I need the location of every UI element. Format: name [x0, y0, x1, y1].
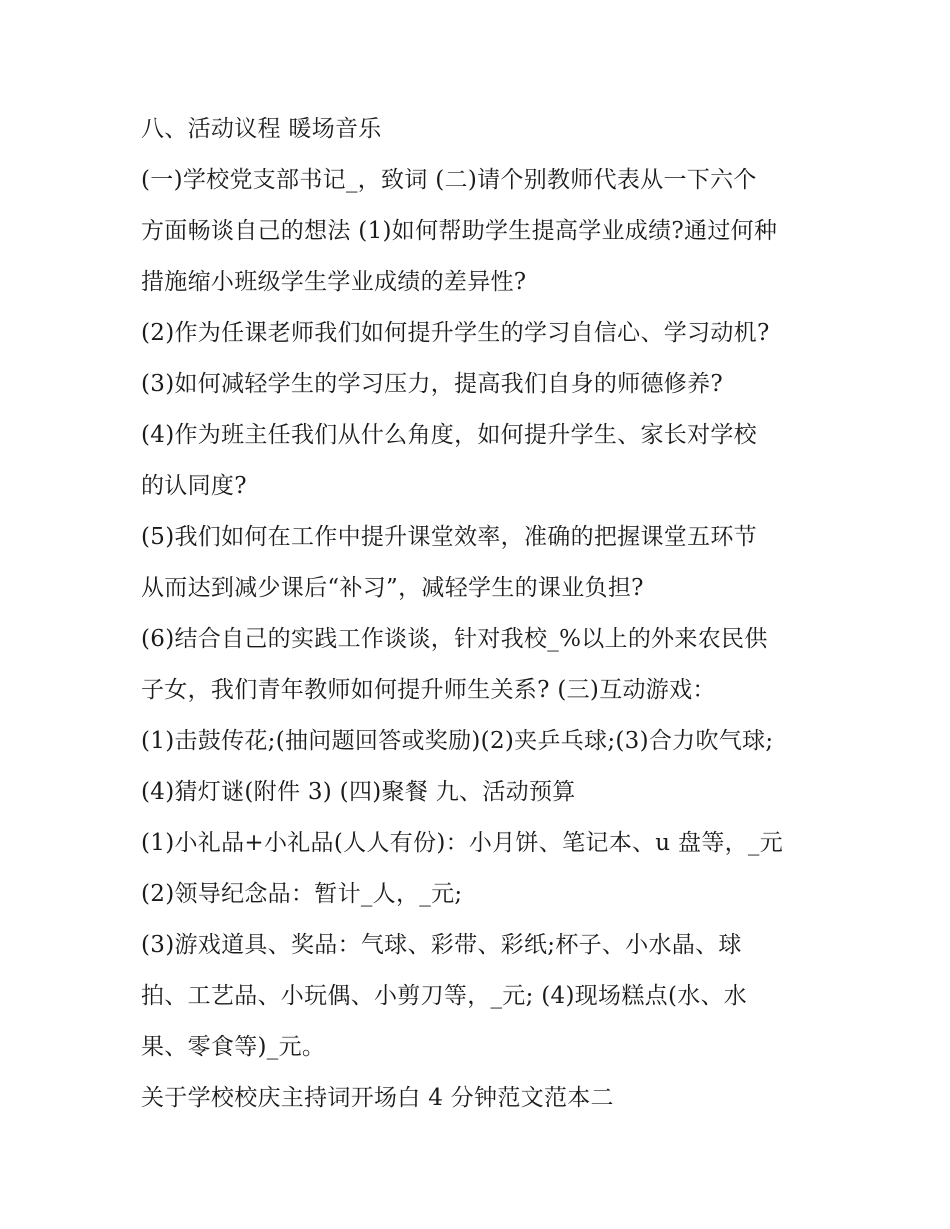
text-line: (4)作为班主任我们从什么角度，如何提升学生、家长对学校: [141, 422, 757, 448]
text-line: 子女，我们青年教师如何提升师生关系? (三)互动游戏：: [141, 677, 716, 703]
text-line: (1)击鼓传花;(抽问题回答或奖励)(2)夹乒乓球;(3)合力吹气球;: [141, 728, 774, 754]
text-line: (5)我们如何在工作中提升课堂效率，准确的把握课堂五环节: [141, 524, 757, 550]
text-line: (3)游戏道具、奖品：气球、彩带、彩纸;杯子、小水晶、球: [141, 932, 742, 958]
text-line: 从而达到减少课后“补习”，减轻学生的课业负担?: [141, 575, 644, 601]
text-line: (2)作为任课老师我们如何提升学生的学习自信心、学习动机?: [141, 320, 770, 346]
text-line: 果、零食等)_元。: [141, 1034, 326, 1060]
text-line: 八、活动议程 暖场音乐: [141, 116, 382, 142]
text-line: 措施缩小班级学生学业成绩的差异性?: [141, 269, 527, 295]
text-line: (3)如何减轻学生的学习压力，提高我们自身的师德修养?: [141, 371, 724, 397]
text-line: (6)结合自己的实践工作谈谈，针对我校_%以上的外来农民供: [141, 626, 768, 652]
text-line: (1)小礼品+小礼品(人人有份)：小月饼、笔记本、u 盘等，_元: [141, 830, 784, 856]
text-line: (2)领导纪念品：暂计_人，_元;: [141, 881, 463, 907]
section-heading: 关于学校校庆主持词开场白 4 分钟范文范本二: [141, 1085, 614, 1111]
text-line: 的认同度?: [141, 473, 247, 499]
text-line: (4)猜灯谜(附件 3) (四)聚餐 九、活动预算: [141, 779, 576, 805]
text-line: 方面畅谈自己的想法 (1)如何帮助学生提高学业成绩?通过何种: [141, 218, 778, 244]
text-line: (一)学校党支部书记_，致词 (二)请个别教师代表从一下六个: [141, 167, 757, 193]
text-line: 拍、工艺品、小玩偶、小剪刀等，_元; (4)现场糕点(水、水: [141, 983, 748, 1009]
